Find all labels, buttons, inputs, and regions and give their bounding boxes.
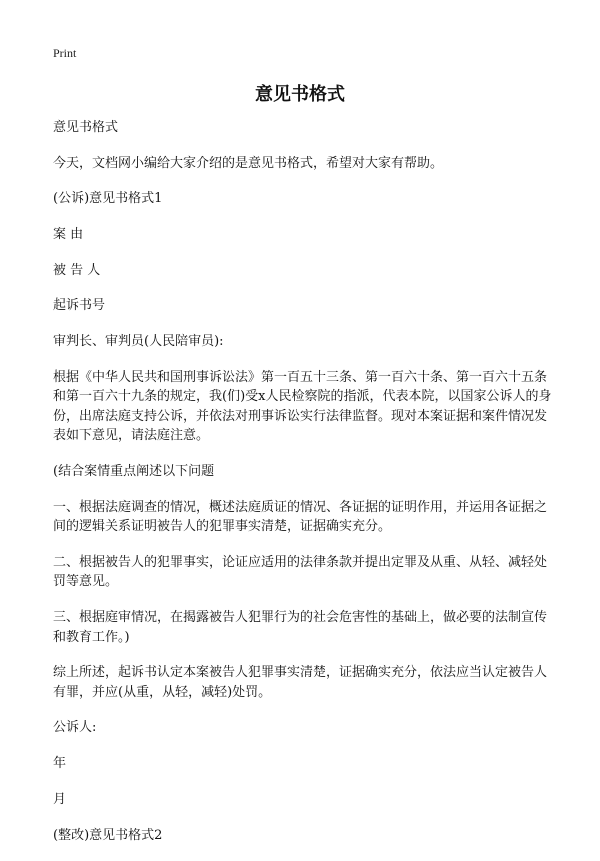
print-link[interactable]: Print	[53, 46, 77, 60]
paragraph-section-heading-2: (整改)意见书格式2	[53, 827, 163, 843]
paragraph-indictment-number: 起诉书号	[53, 298, 106, 314]
page-title: 意见书格式	[255, 84, 345, 105]
paragraph-prosecutor: 公诉人:	[53, 720, 97, 736]
paragraph-section-heading-1: (公诉)意见书格式1	[53, 191, 163, 207]
paragraph-legal-basis: 根据《中华人民共和国刑事诉讼法》第一百五十三条、第一百六十条、第一百六十五条和第一百六十九条的规定，我(们)受x人民检察院的指派，代表本院，以国家公诉人的身份，出席法庭支持公诉，并依法对刑事诉讼实行法律监督。现对本案证据和案件情况发表如下意见，请法庭注意。	[53, 369, 552, 444]
paragraph-conclusion: 综上所述，起诉书认定本案被告人犯罪事实清楚，证据确实充分，依法应当认定被告人有罪，并应(从重，从轻，减轻)处罚。	[53, 665, 548, 700]
paragraph-point-2: 二、根据被告人的犯罪事实，论证应适用的法律条款并提出定罪及从重、从轻、减轻处罚等意见。	[53, 554, 548, 590]
paragraph-key-issues: (结合案情重点阐述以下问题	[53, 464, 215, 479]
document-body	[53, 118, 552, 861]
paragraph-intro: 今天，文档网小编给大家介绍的是意见书格式，希望对大家有帮助。	[53, 155, 444, 171]
paragraph-subtitle: 意见书格式	[53, 120, 119, 135]
paragraph-point-1: 一、根据法庭调查的情况，概述法庭质证的情况、各证据的证明作用，并运用各证据之间的逻辑关系证明被告人的犯罪事实清楚，证据确实充分。	[53, 499, 548, 535]
paragraph-year: 年	[53, 756, 67, 772]
paragraph-point-3: 三、根据庭审情况，在揭露被告人犯罪行为的社会危害性的基础上，做必要的法制宣传和教育工作。)	[53, 610, 548, 645]
paragraph-month: 月	[53, 791, 67, 807]
paragraph-defendant: 被 告 人	[53, 262, 101, 278]
paragraph-address-judges: 审判长、审判员(人民陪审员):	[53, 334, 224, 350]
paragraph-case-cause: 案 由	[53, 227, 84, 243]
